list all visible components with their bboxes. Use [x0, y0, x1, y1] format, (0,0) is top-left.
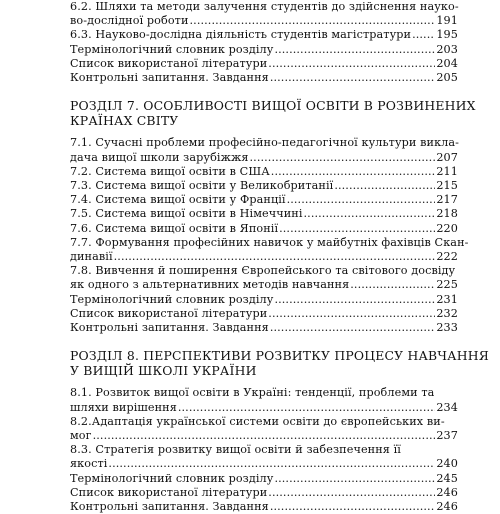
- toc-entry-text: Контрольні запитання. Завдання: [70, 321, 269, 335]
- toc-entry-7-8: [70, 264, 458, 292]
- page-number: 234: [436, 400, 458, 414]
- toc-entry-text: 8.1. Розвиток вищої освіти в Україні: тенденції, проблеми та: [70, 386, 435, 400]
- dot-leader: [274, 293, 435, 307]
- toc-entry-text: 7.8. Вивчення й поширення Європейського та світового досвіду: [70, 264, 456, 278]
- toc-entry-7-3: [70, 179, 458, 193]
- toc-entry-text: во-дослідної роботи: [70, 14, 189, 28]
- page-number: 245: [436, 471, 458, 485]
- toc-entry-text: 8.2.Адаптація української системи освіти до європейських ви-: [70, 414, 445, 428]
- toc-entry-7-4: [70, 193, 458, 207]
- toc-entry-7-6: [70, 222, 458, 236]
- toc-entry-literature-7: [70, 307, 458, 321]
- toc-entry-questions-7: [70, 321, 458, 335]
- toc-entry-7-7: [70, 235, 469, 264]
- page-number: 231: [436, 292, 458, 306]
- dot-leader: [274, 43, 435, 57]
- page-number: 195: [436, 28, 458, 42]
- toc-entry-6-3: [70, 28, 458, 42]
- toc-entry-text: Контрольні запитання. Завдання: [70, 71, 269, 85]
- toc-entry-text: Термінологічний словник розділу: [70, 471, 274, 485]
- dot-leader: [114, 250, 436, 264]
- page-number: 246: [436, 485, 458, 499]
- chapter-title-line: РОЗДІЛ 7. ОСОБЛИВОСТІ ВИЩОЇ ОСВІТИ В РОЗВИНЕНИХ: [70, 98, 476, 114]
- page-number: 207: [436, 150, 458, 164]
- toc-entry-text: динавії: [70, 250, 113, 264]
- chapter-title-line: РОЗДІЛ 8. ПЕРСПЕКТИВИ РОЗВИТКУ ПРОЦЕСУ НАВЧАННЯ: [70, 348, 489, 364]
- toc-entry-8-3: [70, 443, 458, 471]
- toc-entry-text: 6.3. Науково-дослідна діяльність студентів магістратури: [70, 28, 412, 42]
- toc-entry-text: Список використаної літератури: [70, 485, 268, 499]
- dot-leader: [304, 207, 436, 221]
- toc-entry-text: Термінологічний словник розділу: [70, 42, 274, 56]
- toc-entry-text: 7.4. Система вищої освіти у Франції: [70, 193, 286, 207]
- toc-entry-literature-8: [70, 486, 458, 500]
- page-number: 232: [436, 306, 458, 320]
- dot-leader: [190, 14, 436, 28]
- toc-entry-glossary-8: [70, 472, 458, 486]
- chapter-title-line: У ВИЩІЙ ШКОЛІ УКРАЇНИ: [70, 362, 257, 378]
- page-number: 240: [436, 457, 458, 471]
- dot-leader: [412, 28, 435, 42]
- toc-entry-text: 7.3. Система вищої освіти у Великобританії: [70, 179, 334, 193]
- page-number: 237: [436, 429, 458, 443]
- dot-leader: [334, 179, 435, 193]
- toc-entry-glossary-7: [70, 293, 458, 307]
- toc-entry-text: мог: [70, 429, 92, 443]
- dot-leader: [268, 486, 435, 500]
- dot-leader: [250, 151, 436, 165]
- dot-leader: [270, 321, 436, 335]
- dot-leader: [270, 500, 436, 514]
- dot-leader: [274, 472, 435, 486]
- toc-entry-text: як одного з альтернативних методів навчання: [70, 278, 350, 292]
- toc-entry-questions-6: [70, 71, 458, 85]
- toc-entry-literature-6: [70, 57, 458, 71]
- toc-entry-7-2: [70, 165, 458, 179]
- toc-entry-text: 7.7. Формування професійних навичок у майбутніх фахівців Скан-: [70, 235, 469, 249]
- dot-leader: [287, 193, 436, 207]
- page-number: 191: [436, 14, 458, 28]
- toc-entry-text: 6.2. Шляхи та методи залучення студентів до здійснення науко-: [70, 0, 459, 13]
- toc-entry-text: 7.6. Система вищої освіти в Японії: [70, 221, 279, 235]
- toc-entry-text: 8.3. Стратегія розвитку вищої освіти й забезпечення її: [70, 443, 401, 457]
- page-number: 220: [436, 221, 458, 235]
- page-number: 217: [436, 193, 458, 207]
- page-number: 246: [436, 500, 458, 514]
- toc-entry-text: шляхи вирішення: [70, 400, 177, 414]
- chapter-8-title: [70, 348, 489, 378]
- toc-entry-text: Список використаної літератури: [70, 56, 268, 70]
- toc-entry-6-2: [70, 0, 458, 28]
- page-number: 204: [436, 56, 458, 70]
- page-number: 205: [436, 71, 458, 85]
- toc-entry-text: Список використаної літератури: [70, 306, 268, 320]
- page-number: 222: [436, 250, 458, 264]
- toc-entry-text: Термінологічний словник розділу: [70, 292, 274, 306]
- toc-entry-7-1: [70, 136, 458, 164]
- toc-entry-8-1: [70, 386, 458, 414]
- page-number: 211: [436, 164, 458, 178]
- dot-leader: [279, 222, 435, 236]
- toc-entry-text: дача вищої школи зарубіжжя: [70, 150, 249, 164]
- toc-entry-7-5: [70, 207, 458, 221]
- chapter-title-line: КРАЇНАХ СВІТУ: [70, 112, 179, 128]
- page-number: 218: [436, 207, 458, 221]
- page-number: 203: [436, 42, 458, 56]
- dot-leader: [270, 71, 436, 85]
- dot-leader: [178, 401, 435, 415]
- dot-leader: [268, 307, 435, 321]
- toc-entry-glossary-6: [70, 43, 458, 57]
- toc-entry-text: 7.5. Система вищої освіти в Німеччині: [70, 207, 303, 221]
- dot-leader: [350, 278, 435, 292]
- table-of-contents: [70, 0, 489, 514]
- toc-entry-8-2: [70, 415, 458, 443]
- page-number: 233: [436, 321, 458, 335]
- dot-leader: [271, 165, 436, 179]
- page-number: 215: [436, 179, 458, 193]
- toc-entry-text: Контрольні запитання. Завдання: [70, 500, 269, 514]
- toc-entry-text: 7.2. Система вищої освіти в США: [70, 164, 270, 178]
- dot-leader: [108, 457, 435, 471]
- toc-entry-questions-8: [70, 500, 458, 514]
- chapter-7-title: [70, 98, 476, 128]
- toc-entry-text: 7.1. Сучасні проблеми професійно-педагогічної культури виклa-: [70, 136, 460, 150]
- dot-leader: [268, 57, 435, 71]
- dot-leader: [93, 429, 436, 443]
- toc-entry-text: якості: [70, 457, 108, 471]
- page-number: 225: [436, 278, 458, 292]
